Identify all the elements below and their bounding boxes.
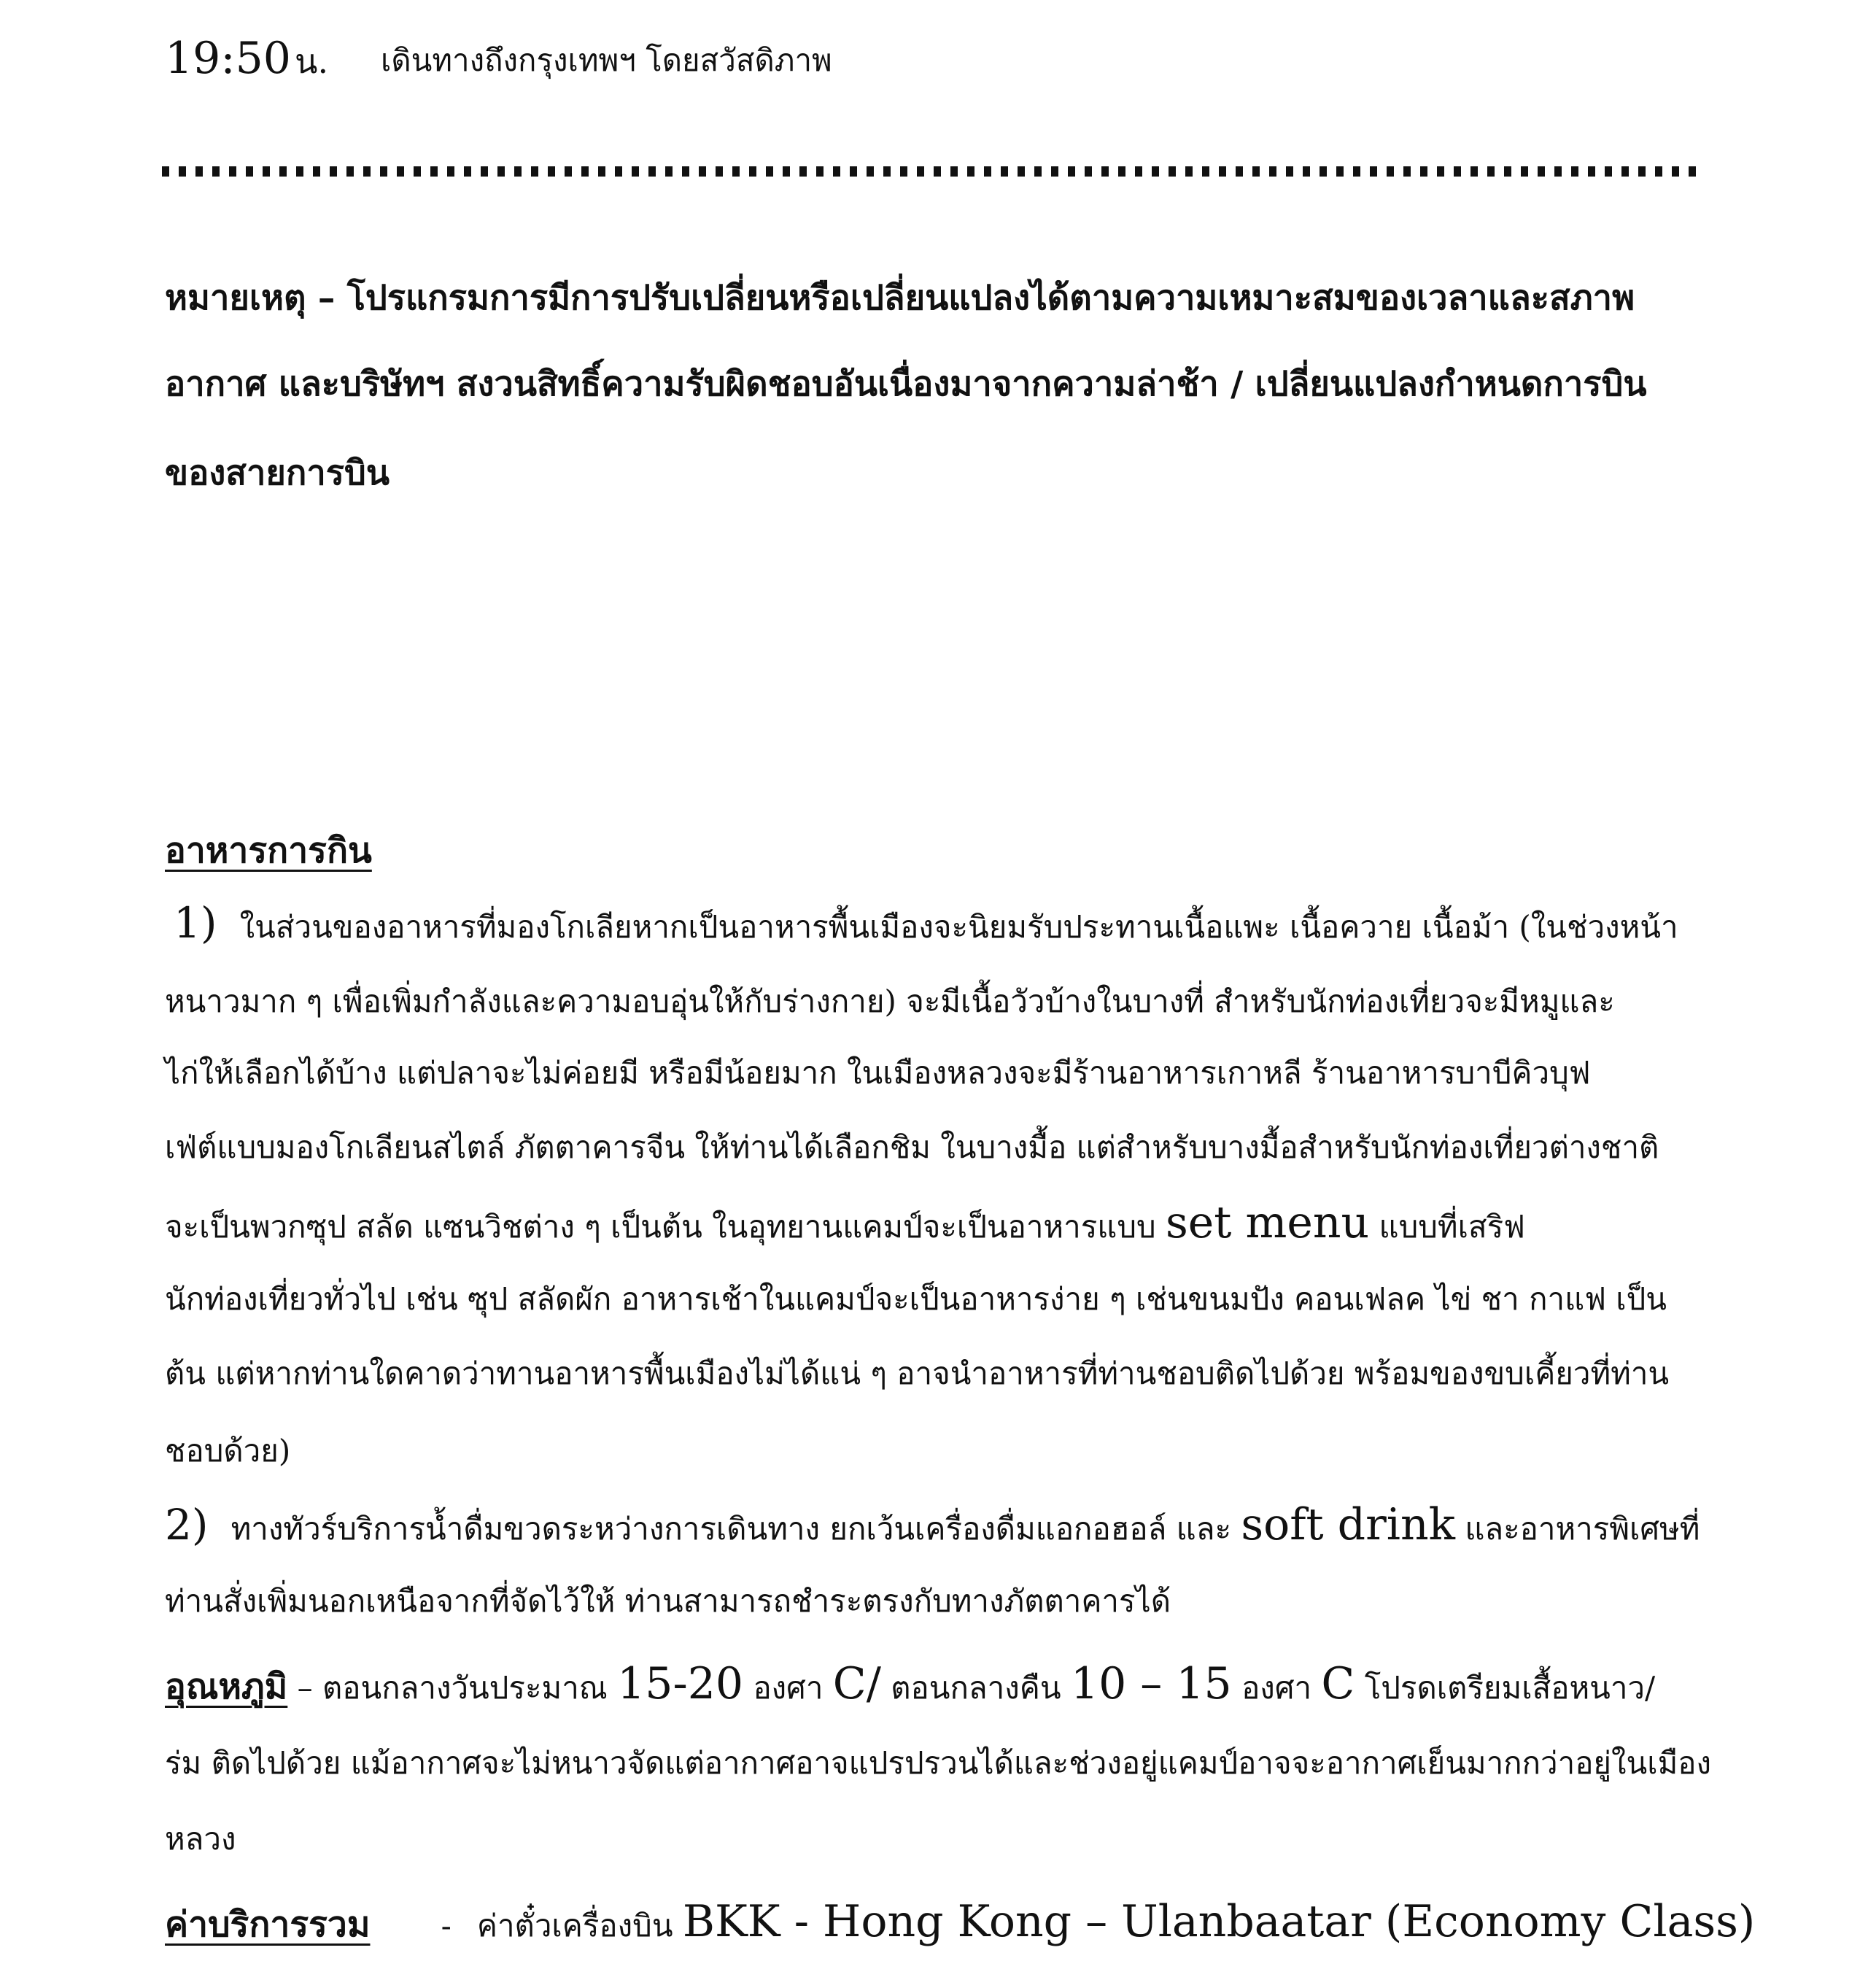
food-item1-line8: ชอบด้วย) [165,1433,291,1469]
food-item1-num: 1) [174,898,217,948]
soft-drink-text: soft drink [1241,1499,1455,1550]
temperature-c2: C [1321,1658,1355,1709]
food-item2-line1-a: ทางทัวร์บริการน้ำดื่มขวดระหว่างการเดินทาง ยกเว้นเครื่องดื่มแอกอฮอล์ และ [230,1511,1241,1547]
temperature-heading: อุณหภูมิ [165,1666,288,1707]
temperature-day-label: ตอนกลางวันประมาณ [322,1670,618,1706]
temperature-advice: โปรดเตรียมเสื้อหนาว/ [1355,1670,1656,1706]
food-heading: อาหารการกิน [165,830,372,871]
temperature-day-range: 15-20 [617,1658,744,1709]
services-row [165,1897,1755,1952]
note-line-2: อากาศ และบริษัทฯ สงวนสิทธิ์ความรับผิดชอบอันเนื่องมาจากความล่าช้า / เปลี่ยนแปลงกำหนดการบิน [165,364,1647,404]
services-route: BKK - Hong Kong – Ulanbaatar (Economy Class) [682,1896,1756,1947]
food-item2-num: 2) [165,1500,209,1550]
temperature-night-label: ตอนกลางคืน [880,1670,1071,1706]
schedule-text: เดินทางถึงกรุงเทพฯ โดยสวัสดิภาพ [381,42,832,78]
schedule-time-unit: น. [295,42,329,81]
food-item1-line7: ต้น แต่หากท่านใดคาดว่าทานอาหารพื้นเมืองไม่ได้แน่ ๆ อาจนำอาหารที่ท่านชอบติดไปด้วย พร้อมของขบเคี้ยวที่ท่าน [165,1355,1670,1391]
food-item1-line3: ไก่ให้เลือกได้บ้าง แต่ปลาจะไม่ค่อยมี หรือมีน้อยมาก ในเมืองหลวงจะมีร้านอาหารเกาหลี ร้านอาหารบาบีคิวบุฟ [165,1055,1591,1091]
temperature-dash: – [287,1670,322,1706]
food-item1-line1 [174,898,1678,948]
services-bullet: - [441,1908,452,1943]
temperature-deg2: องศา [1231,1670,1322,1706]
food-item2-line1 [165,1499,1700,1550]
temperature-c1: C/ [832,1658,881,1709]
food-item1-line5-c: แบบที่เสริฟ [1369,1209,1525,1245]
schedule-time: 19:50 [165,33,291,84]
services-label: ค่าตั๋วเครื่องบิน [476,1908,683,1943]
note-line-3: ของสายการบิน [165,453,390,493]
temperature-row [165,1659,1655,1714]
temperature-deg1: องศา [743,1670,833,1706]
food-item1-line5 [165,1197,1525,1248]
services-heading: ค่าบริการรวม [165,1904,371,1945]
temperature-line2: ร่ม ติดไปด้วย แม้อากาศจะไม่หนาวจัดแต่อากาศอาจแปรปรวนได้และช่วงอยู่แคมป์อาจจะอากาศเย็นมากกว่าอยู่ในเมือง [165,1745,1712,1781]
food-item2-line2: ท่านสั่งเพิ่มนอกเหนือจากที่จัดไว้ให้ ท่านสามารถชำระตรงกับทางภัตตาคารได้ [165,1583,1171,1619]
food-item1-line6: นักท่องเที่ยวทั่วไป เช่น ซุป สลัดผัก อาหารเช้าในแคมป์จะเป็นอาหารง่าย ๆ เช่นขนมปัง คอนเฟลค ไข่ ชา กาแฟ เป็น [165,1281,1667,1317]
note-line-1: หมายเหตุ – โปรแกรมการมีการปรับเปลี่ยนหรือเปลี่ยนแปลงได้ตามความเหมาะสมของเวลาและสภาพ [165,278,1635,318]
food-item1-text: ในส่วนของอาหารที่มองโกเลียหากเป็นอาหารพื้นเมืองจะนิยมรับประทานเนื้อแพะ เนื้อควาย เนื้อม้า (ในช่วงหน้า [239,909,1678,945]
schedule-row [165,33,329,84]
food-item1-line2: หนาวมาก ๆ เพื่อเพิ่มกำลังและความอบอุ่นให้กับร่างกาย) จะมีเนื้อวัวบ้างในบางที่ สำหรับนักท่องเที่ยวจะมีหมูและ [165,983,1615,1019]
temperature-night-range: 10 – 15 [1070,1658,1232,1709]
food-item1-line4: เฟ่ต์แบบมองโกเลียนสไตล์ ภัตตาคารจีน ให้ท่านได้เลือกชิม ในบางมื้อ แต่สำหรับบางมื้อสำหรับนักท่องเที่ยวต่างชาติ [165,1129,1659,1165]
food-item2-line1-c: และอาหารพิเศษที่ [1454,1511,1700,1547]
set-menu-text: set menu [1166,1197,1370,1248]
food-item1-line5-a: จะเป็นพวกซุป สลัด แซนวิชต่าง ๆ เป็นต้น ในอุทยานแคมป์จะเป็นอาหารแบบ [165,1209,1166,1245]
temperature-line3: หลวง [165,1821,236,1857]
dotted-separator [162,166,1700,177]
